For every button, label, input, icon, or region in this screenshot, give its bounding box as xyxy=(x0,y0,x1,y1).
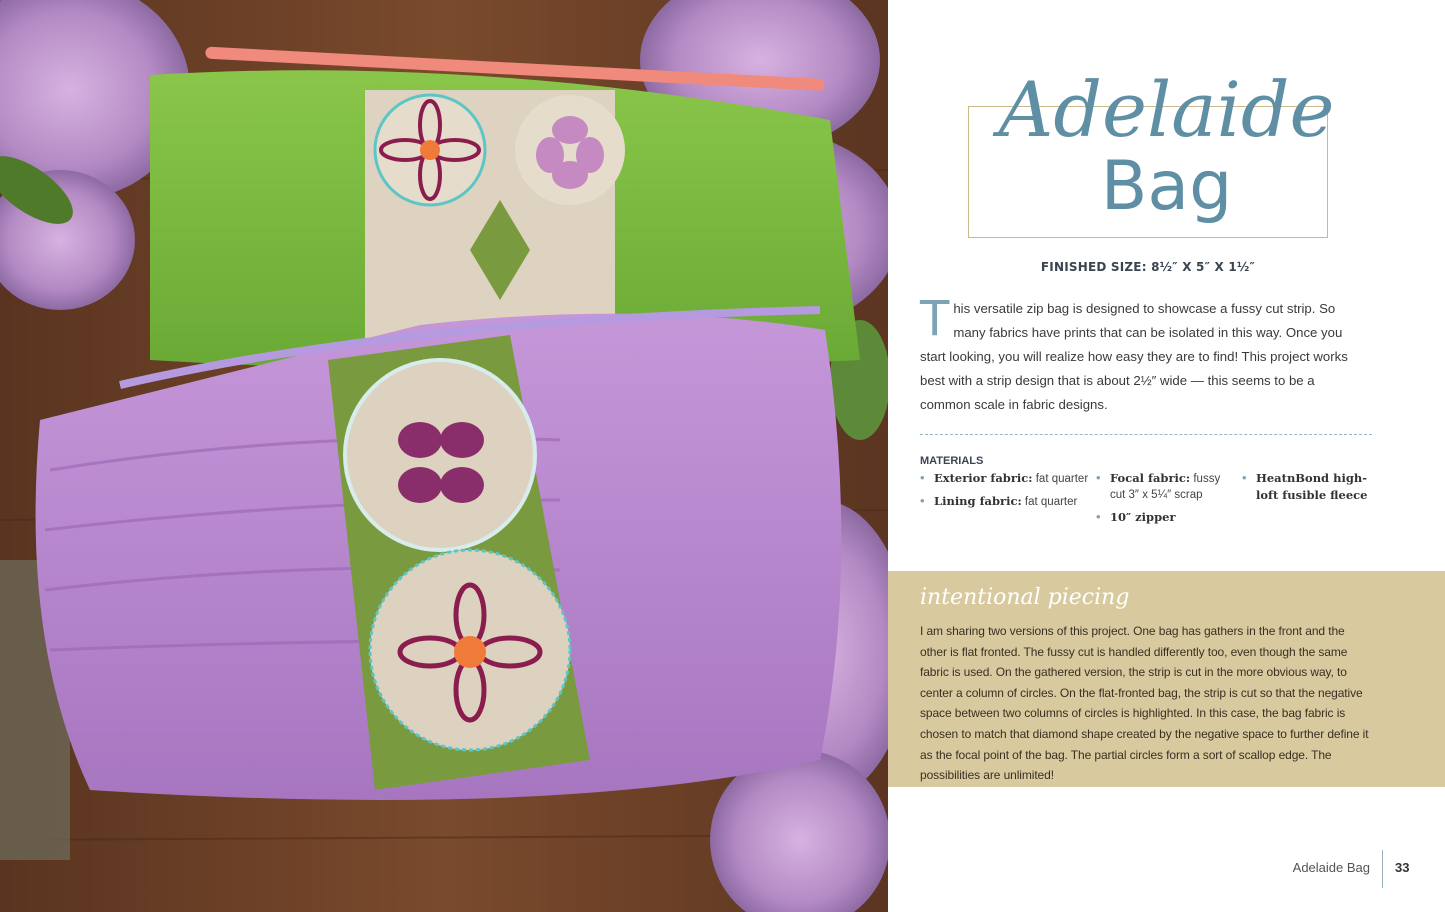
materials-column-1 xyxy=(920,470,1090,516)
material-item xyxy=(1096,470,1226,503)
material-item xyxy=(1096,509,1226,526)
sidebar-heading: intentional piecing xyxy=(920,585,1130,610)
materials-heading: MATERIALS xyxy=(920,455,984,467)
text-page xyxy=(888,0,1445,912)
drop-cap: T xyxy=(920,291,950,347)
material-item xyxy=(920,493,1090,510)
material-label: Focal fabric: xyxy=(1110,471,1191,485)
dashed-divider xyxy=(920,434,1372,435)
material-label: 10″ zipper xyxy=(1110,510,1176,524)
finished-size: FINISHED SIZE: 8½″ X 5″ X 1½″ xyxy=(1040,260,1256,274)
title-line-1: Adelaide xyxy=(998,65,1335,154)
material-label: Exterior fabric: xyxy=(934,471,1033,485)
material-value: fat quarter xyxy=(1035,473,1089,485)
materials-column-2 xyxy=(1096,470,1226,532)
bullet-icon: • xyxy=(920,493,925,508)
footer-divider xyxy=(1382,850,1383,888)
sidebar-text: I am sharing two versions of this project. One bag has gathers in the front and the other is flat fronted. The fussy cut is handled differently too, even though the same fabric is used. On the gathered version, the strip is cut in the more obvious way, to center a column of circles. On the flat-fronted bag, the strip is cut so that the negative space between two columns of circles is highlighted. In this case, the bag fabric is chosen to match that diamond shape created by the negative space to further define it as the focal point of the bag. The partial circles form a sort of scallop edge. The possibilities are unlimited! xyxy=(920,624,1369,783)
page-number: 33 xyxy=(1395,860,1410,875)
sidebar-box xyxy=(888,571,1445,787)
bullet-icon: • xyxy=(1096,509,1101,524)
material-item xyxy=(1242,470,1372,504)
material-item xyxy=(920,470,1090,487)
bullet-icon: • xyxy=(1242,470,1247,485)
material-label: Lining fabric: xyxy=(934,494,1022,508)
materials-column-3 xyxy=(1242,470,1372,510)
intro-text: his versatile zip bag is designed to showcase a fussy cut strip. So many fabrics have prints that can be isolated in this way. Once you start looking, you will realize how easy they are to find! This project works best with a strip design that is about 2½″ wide — this seems to be a common scale in fabric designs. xyxy=(920,301,1348,412)
bullet-icon: • xyxy=(920,470,925,485)
footer-title: Adelaide Bag xyxy=(1292,860,1370,875)
material-value: fat quarter xyxy=(1024,496,1078,508)
bullet-icon: • xyxy=(1096,470,1101,485)
title-line-2: Bag xyxy=(1100,147,1233,226)
material-label: HeatnBond high-loft fusible fleece xyxy=(1256,471,1368,502)
intro-paragraph xyxy=(920,291,1350,417)
material-value: fussy cut 3″ x 5¼″ scrap xyxy=(1110,473,1221,501)
